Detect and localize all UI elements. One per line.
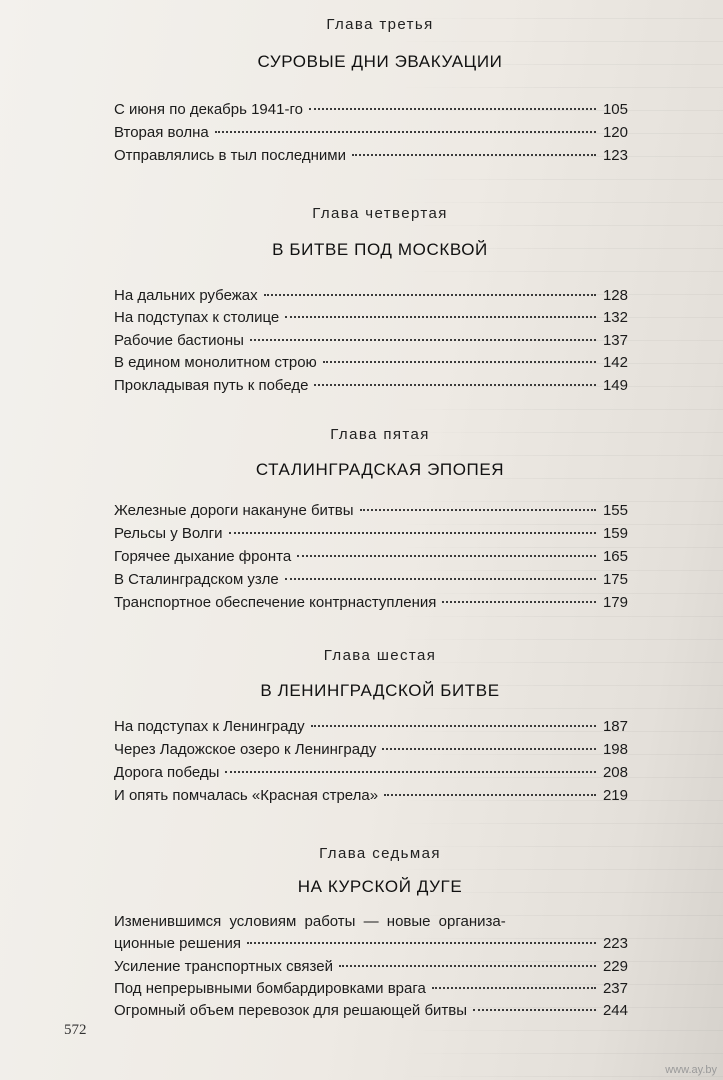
- dot-leader: [442, 601, 596, 603]
- entry-title: Под непрерывными бомбардировками врага: [114, 980, 426, 997]
- entry-page: 175: [602, 571, 628, 588]
- entry-title: Рельсы у Волги: [114, 525, 223, 542]
- entry-title: На подступах к столице: [114, 309, 280, 326]
- entry-title: Железные дороги накануне битвы: [114, 502, 354, 519]
- entry-title: И опять помчалась «Красная стрела»: [114, 787, 379, 804]
- dot-leader: [311, 725, 596, 727]
- toc-entry[interactable]: [114, 500, 628, 521]
- entry-page: 244: [602, 1002, 628, 1019]
- entry-page: 142: [602, 354, 628, 371]
- entry-page: 187: [602, 718, 628, 735]
- dot-leader: [225, 771, 596, 773]
- chapter-title: В ЛЕНИНГРАДСКОЙ БИТВЕ: [260, 681, 500, 700]
- dot-leader: [384, 794, 596, 796]
- toc-entry[interactable]: [114, 933, 628, 954]
- entry-title: Рабочие бастионы: [114, 332, 244, 349]
- entry-title: ционные решения: [114, 935, 242, 952]
- toc-entry[interactable]: [114, 375, 628, 396]
- toc-entry[interactable]: [114, 592, 628, 613]
- toc-entry[interactable]: [114, 307, 628, 328]
- entry-title: Огромный объем перевозок для решающей битвы: [114, 1002, 468, 1019]
- toc-entry[interactable]: [114, 99, 628, 120]
- dot-leader: [229, 532, 597, 534]
- toc-entry[interactable]: [114, 523, 628, 544]
- toc-entry[interactable]: [114, 739, 628, 760]
- entry-page: 237: [602, 980, 628, 997]
- dot-leader: [432, 987, 596, 989]
- chapter-label: Глава шестая: [323, 647, 437, 664]
- entry-page: 149: [602, 377, 628, 394]
- entry-page: 229: [602, 958, 628, 975]
- entry-page: 165: [602, 548, 628, 565]
- chapter-title: СУРОВЫЕ ДНИ ЭВАКУАЦИИ: [257, 52, 503, 71]
- entry-title: Дорога победы: [114, 764, 220, 781]
- toc-entry[interactable]: [114, 122, 628, 143]
- entry-page: 208: [602, 764, 628, 781]
- entry-title: Через Ладожское озеро к Ленинграду: [114, 741, 377, 758]
- entry-page: 179: [602, 594, 628, 611]
- toc-entry[interactable]: [114, 330, 628, 351]
- dot-leader: [285, 578, 596, 580]
- entry-page: 219: [602, 787, 628, 804]
- toc-entry[interactable]: [114, 978, 628, 999]
- dot-leader: [339, 965, 596, 967]
- entry-page: 159: [602, 525, 628, 542]
- entry-page: 132: [602, 309, 628, 326]
- dot-leader: [473, 1009, 596, 1011]
- toc-entry[interactable]: [114, 956, 628, 977]
- entry-page: 123: [602, 147, 628, 164]
- entry-page: 155: [602, 502, 628, 519]
- chapter-title: СТАЛИНГРАДСКАЯ ЭПОПЕЯ: [255, 460, 505, 479]
- entry-page: 128: [602, 287, 628, 304]
- entry-page: 198: [602, 741, 628, 758]
- entry-title: Горячее дыхание фронта: [114, 548, 292, 565]
- dot-leader: [352, 154, 596, 156]
- toc-entry[interactable]: [114, 762, 628, 783]
- entry-page: 137: [602, 332, 628, 349]
- entry-title-line1: Изменившимся условиям работы — новые организа-: [114, 913, 506, 930]
- entry-title: Усиление транспортных связей: [114, 958, 333, 975]
- entry-title: На дальних рубежах: [114, 287, 258, 304]
- entry-title: В едином монолитном строю: [114, 354, 317, 371]
- toc-entry[interactable]: [114, 352, 628, 373]
- chapter-label: Глава седьмая: [319, 845, 441, 862]
- chapter-title: НА КУРСКОЙ ДУГЕ: [297, 877, 463, 896]
- entry-title: Вторая волна: [114, 124, 209, 141]
- dot-leader: [285, 316, 596, 318]
- entry-page: 223: [602, 935, 628, 952]
- dot-leader: [323, 361, 596, 363]
- toc-entry[interactable]: [114, 546, 628, 567]
- entry-page: 105: [602, 101, 628, 118]
- entry-title: Транспортное обеспечение контрнаступления: [114, 594, 437, 611]
- toc-entry-line1[interactable]: [114, 911, 628, 932]
- dot-leader: [360, 509, 596, 511]
- dot-leader: [297, 555, 596, 557]
- toc-entry[interactable]: [114, 285, 628, 306]
- entry-title: Отправлялись в тыл последними: [114, 147, 347, 164]
- toc-entry[interactable]: [114, 716, 628, 737]
- dot-leader: [264, 294, 596, 296]
- dot-leader: [382, 748, 596, 750]
- toc-entry[interactable]: [114, 569, 628, 590]
- dot-leader: [309, 108, 596, 110]
- entry-title: На подступах к Ленинграду: [114, 718, 305, 735]
- page-number: 572: [64, 1022, 87, 1038]
- toc-entry[interactable]: [114, 1000, 628, 1021]
- toc-entry[interactable]: [114, 785, 628, 806]
- dot-leader: [247, 942, 596, 944]
- watermark: www.ay.by: [665, 1064, 717, 1076]
- chapter-label: Глава четвертая: [312, 205, 448, 222]
- chapter-label: Глава пятая: [330, 426, 430, 443]
- dot-leader: [314, 384, 596, 386]
- entry-title: Прокладывая путь к победе: [114, 377, 309, 394]
- entry-page: 120: [602, 124, 628, 141]
- dot-leader: [215, 131, 596, 133]
- entry-title: В Сталинградском узле: [114, 571, 279, 588]
- toc-entry[interactable]: [114, 145, 628, 166]
- entry-title: С июня по декабрь 1941-го: [114, 101, 303, 118]
- dot-leader: [250, 339, 596, 341]
- chapter-label: Глава третья: [326, 16, 434, 33]
- chapter-title: В БИТВЕ ПОД МОСКВОЙ: [272, 240, 488, 259]
